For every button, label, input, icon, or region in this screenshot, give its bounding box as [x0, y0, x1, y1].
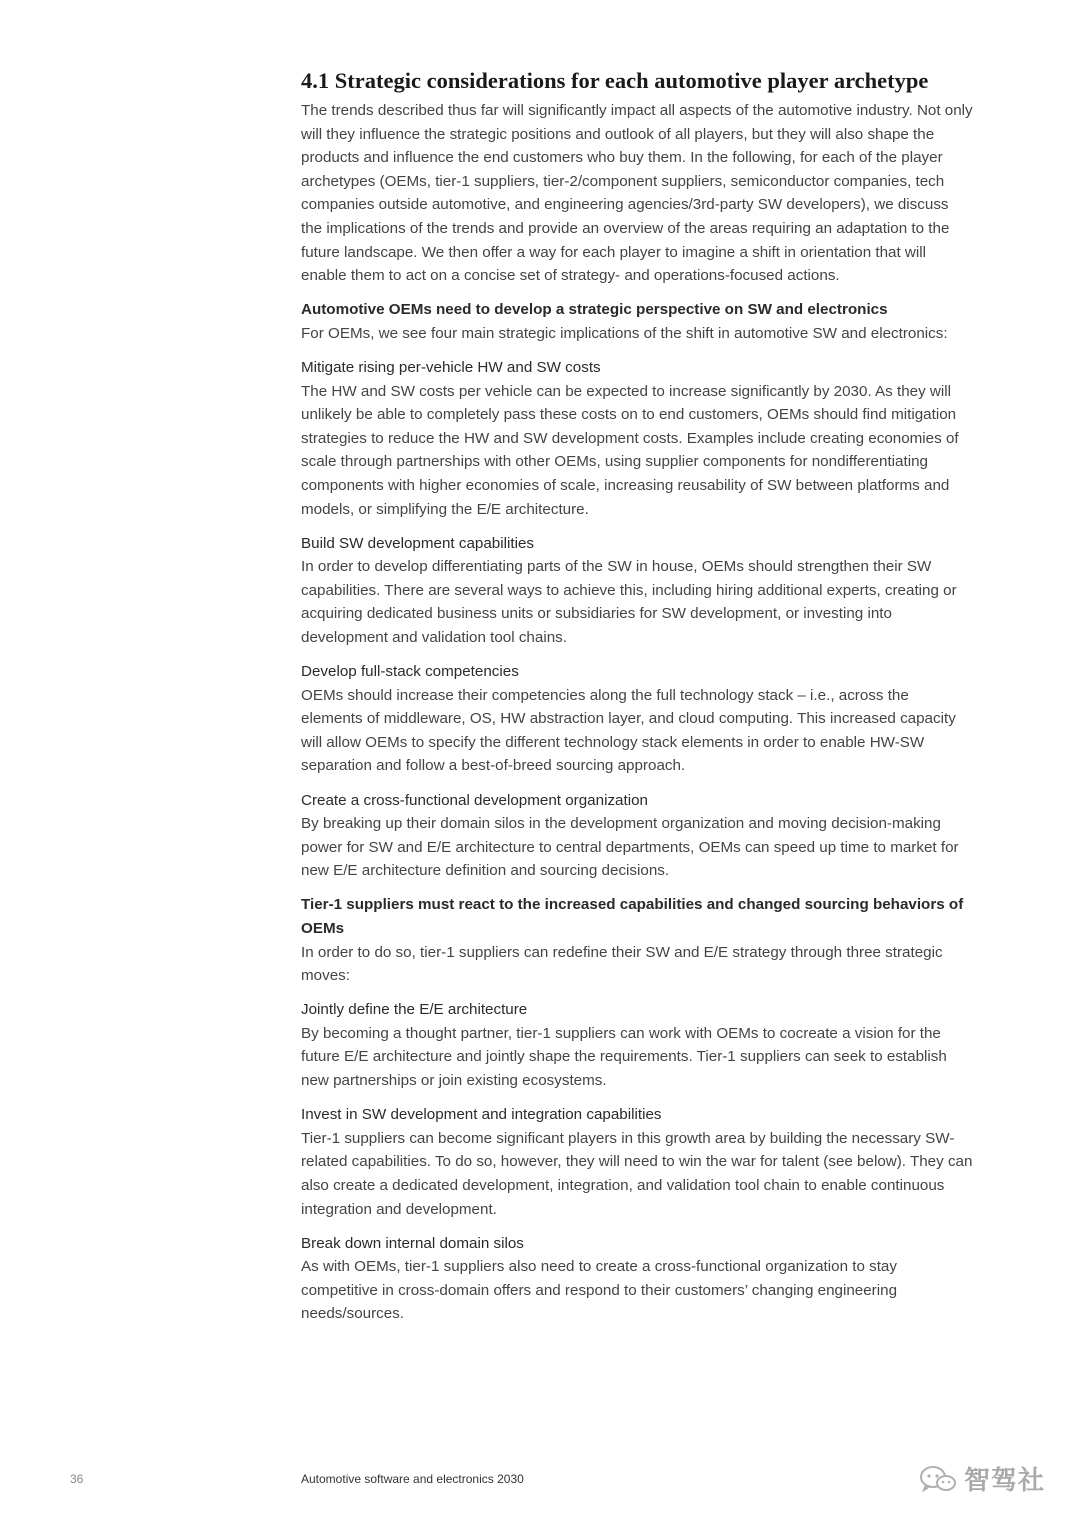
- wechat-icon: [918, 1464, 958, 1494]
- oem-item: [301, 532, 973, 650]
- tier1-item-heading: Invest in SW development and integration capabilities: [301, 1106, 662, 1124]
- tier1-item-text: By becoming a thought partner, tier-1 suppliers can work with OEMs to cocreate a vision for the future E/E architecture and jointly shape the requirements. Tier-1 suppliers can seek to establish new partnerships or join existing ecosystems.: [301, 1024, 947, 1090]
- oem-item-text: By breaking up their domain silos in the development organization and moving decision-making power for SW and E/E architecture to central departments, OEMs can speed up time to market for new E/E architecture definition and sourcing decisions.: [301, 815, 959, 880]
- tier1-item-text: As with OEMs, tier-1 suppliers also need to create a cross-functional organization to stay competitive in cross-domain offers and respond to their customers’ changing engineering needs/sources.: [301, 1258, 898, 1323]
- tier1-section-heading: Tier-1 suppliers must react to the increased capabilities and changed sourcing behaviors of OEMs: [301, 896, 964, 937]
- intro-paragraph: The trends described thus far will significantly impact all aspects of the automotive industry. Not only will they influence the strategic positions and outlook of all players, but they will also shape the products and influence the end customers who buy them. In the following, for each of the player archetypes (OEMs, tier-1 suppliers, tier-2/component suppliers, semiconductor companies, tech companies outside automotive, and engineering agencies/3rd-party SW developers), we discuss the implications of the trends and provide an overview of the areas requiring an adaptation to the future landscape. We then offer a way for each player to imagine a shift in orientation that will enable them to act on a concise set of strategy- and operations-focused actions.: [301, 102, 973, 285]
- tier1-item: [301, 1103, 973, 1221]
- oem-section: [301, 298, 973, 345]
- oem-section-heading: Automotive OEMs need to develop a strategic perspective on SW and electronics: [301, 301, 888, 319]
- tier1-item: [301, 1232, 973, 1326]
- footer-publication-title: Automotive software and electronics 2030: [301, 1472, 524, 1486]
- oem-item-heading: Build SW development capabilities: [301, 534, 534, 552]
- oem-item-text: OEMs should increase their competencies along the full technology stack – i.e., across the elements of middleware, OS, HW abstraction layer, and cloud computing. This increased capacity will allow OEMs to specify the different technology stack elements in order to enable HW-SW separation and follow a best-of-breed sourcing approach.: [301, 686, 956, 775]
- tier1-section: [301, 893, 973, 987]
- oem-section-intro: For OEMs, we see four main strategic implications of the shift in automotive SW and electronics:: [301, 324, 948, 342]
- main-content: [301, 66, 973, 1337]
- oem-item: [301, 356, 973, 521]
- oem-item-text: In order to develop differentiating parts of the SW in house, OEMs should strengthen their SW capabilities. There are several ways to achieve this, including hiring additional experts, creating or acquiring dedicated business units or subsidiaries for SW development, or investing into development and validation tool chains.: [301, 558, 957, 646]
- oem-item: [301, 660, 973, 778]
- oem-item-text: The HW and SW costs per vehicle can be expected to increase significantly by 2030. As they will unlikely be able to completely pass these costs on to end customers, OEMs should find mitigation strategies to reduce the HW and SW development costs. Examples include creating economies of scale through partnerships with other OEMs, using supplier components for nondifferentiating components with higher economies of scale, increasing reusability of SW between platforms and models, or simplifying the E/E architecture.: [301, 382, 959, 518]
- oem-item-heading: Develop full-stack competencies: [301, 663, 519, 681]
- oem-item-heading: Create a cross-functional development organization: [301, 791, 648, 809]
- page-title: 4.1 Strategic considerations for each automotive player archetype: [301, 68, 929, 93]
- watermark: [918, 1460, 1045, 1497]
- tier1-item-heading: Break down internal domain silos: [301, 1234, 524, 1252]
- tier1-item-text: Tier-1 suppliers can become significant players in this growth area by building the necessary SW-related capabilities. To do so, however, they will need to win the war for talent (see below). They can also create a dedicated development, integration, and validation tool chain to enable continuous integration and development.: [301, 1129, 973, 1218]
- oem-item: [301, 789, 973, 883]
- oem-item-heading: Mitigate rising per-vehicle HW and SW costs: [301, 358, 601, 376]
- tier1-section-intro: In order to do so, tier-1 suppliers can redefine their SW and E/E strategy through three strategic moves:: [301, 943, 943, 985]
- tier1-item: [301, 998, 973, 1092]
- page-number: 36: [70, 1472, 84, 1486]
- tier1-item-heading: Jointly define the E/E architecture: [301, 1001, 528, 1019]
- watermark-text: 智驾社: [964, 1466, 1046, 1496]
